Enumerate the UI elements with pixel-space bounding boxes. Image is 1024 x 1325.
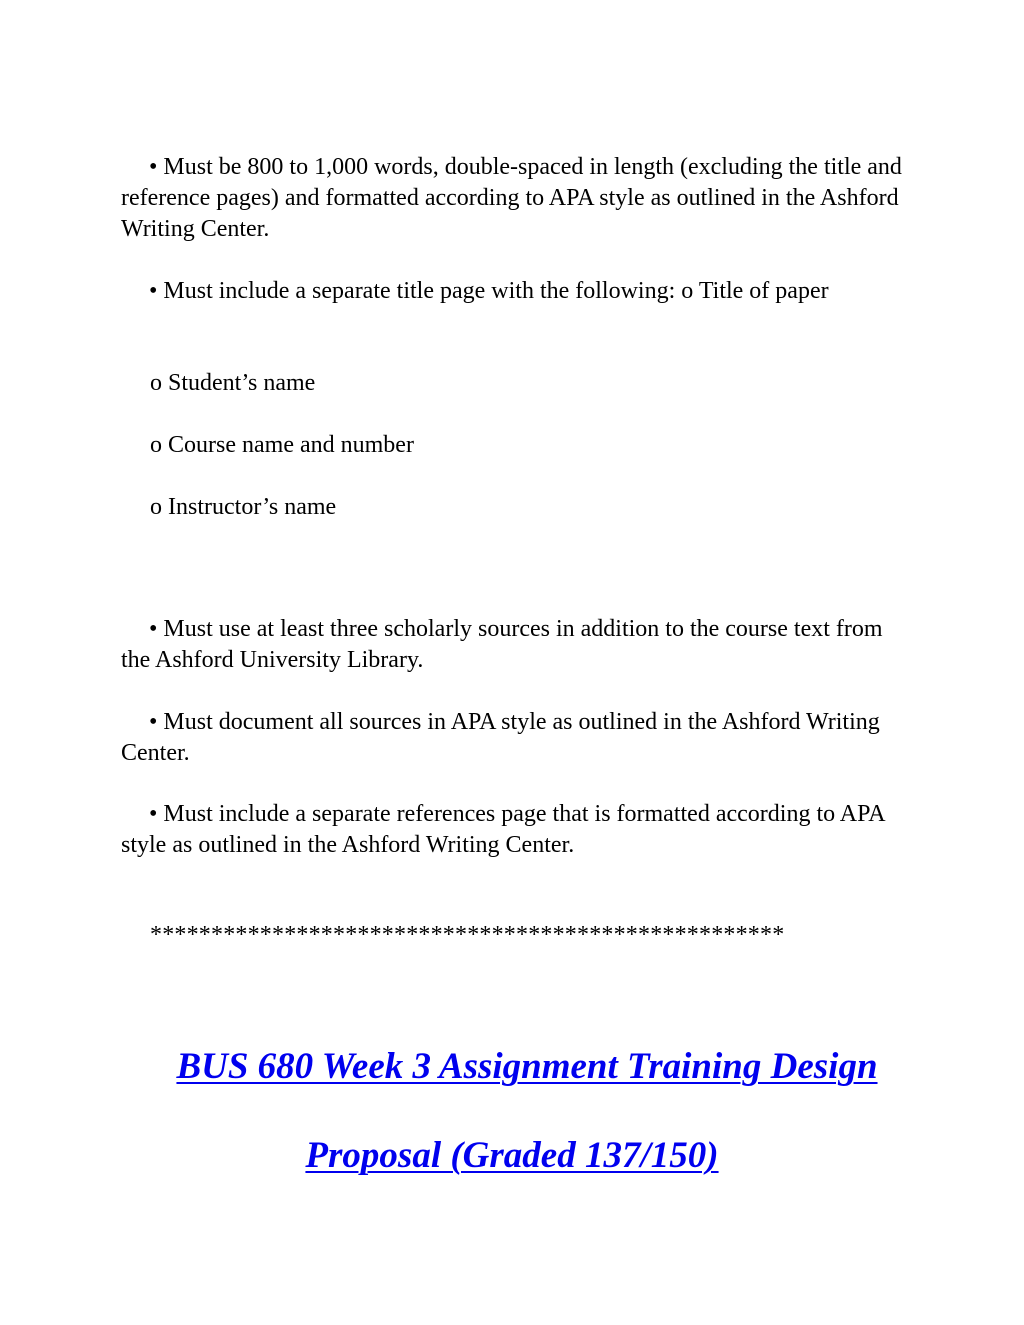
separator-asterisks: **************************************************** — [150, 922, 785, 948]
requirement-apa-documentation: • Must document all sources in APA style as outlined in the Ashford Writing Center. — [121, 709, 880, 766]
requirement-references-page: • Must include a separate references page that is formatted according to APA style as outlined in the Ashford Writing Center. — [121, 801, 885, 858]
requirement-title-page: • Must include a separate title page with the following: o Title of paper — [149, 278, 829, 304]
requirement-sources: • Must use at least three scholarly sources in addition to the course text from the Ashford University Library. — [121, 616, 883, 673]
title-page-item-student-name: o Student’s name — [150, 370, 316, 396]
assignment-link-line-1[interactable]: BUS 680 Week 3 Assignment Training Design — [176, 1046, 878, 1087]
requirement-word-count: • Must be 800 to 1,000 words, double-spaced in length (excluding the title and reference pages) and formatted according to APA style as outlined in the Ashford Writing Center. — [121, 154, 902, 242]
title-page-item-instructor: o Instructor’s name — [150, 494, 337, 520]
title-page-item-course: o Course name and number — [150, 432, 414, 458]
assignment-link-line-2[interactable]: Proposal (Graded 137/150) — [305, 1135, 719, 1176]
